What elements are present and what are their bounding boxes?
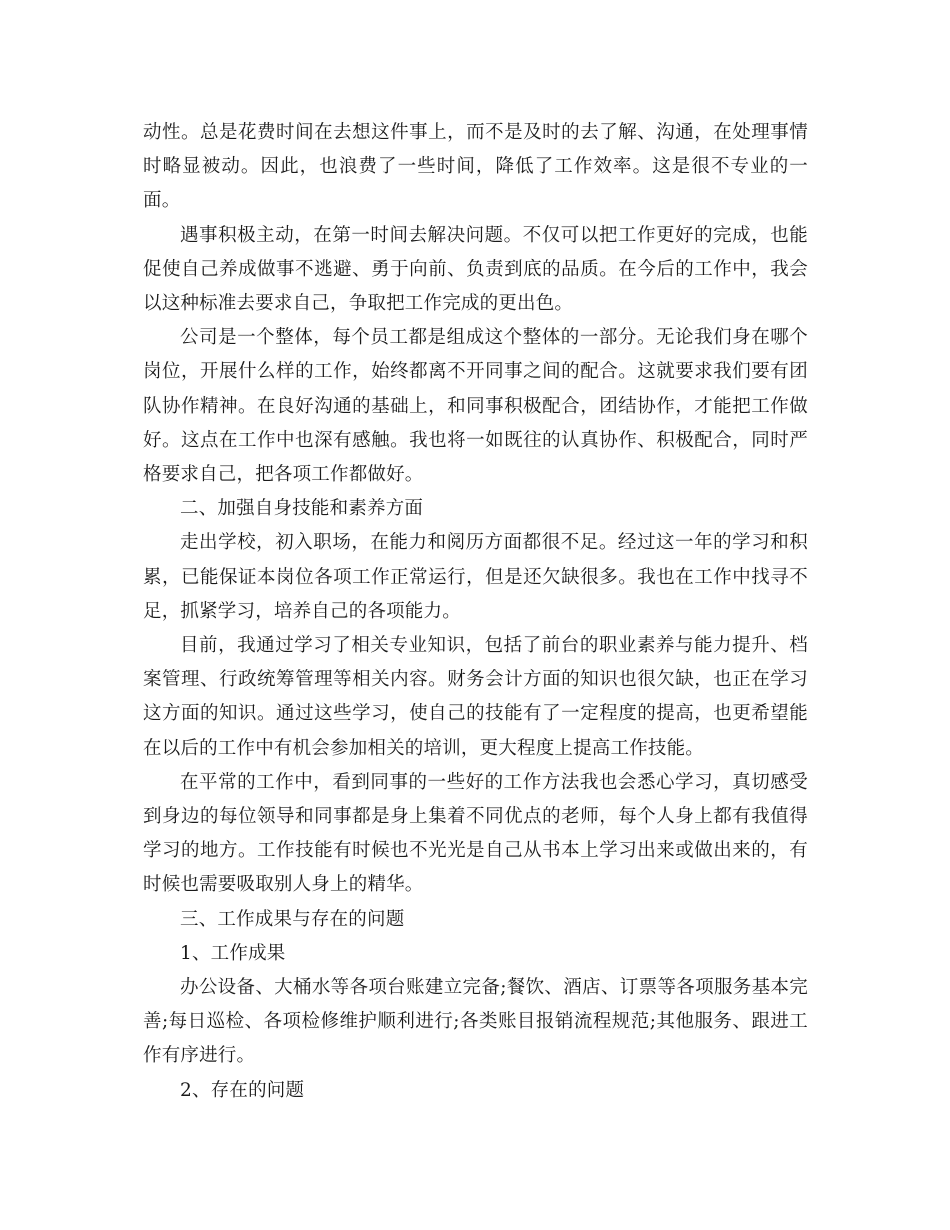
subheading-existing-problems: 2、存在的问题 — [180, 1079, 305, 1101]
section-heading-skills: 二、加强自身技能和素养方面 — [180, 498, 424, 520]
document-body — [143, 116, 808, 1108]
paragraph-leaving-school: 走出学校，初入职场，在能力和阅历方面都很不足。经过这一年的学习和积累，已能保证本岗位各项工作正常运行，但是还欠缺很多。我也在工作中找寻不足，抓紧学习，培养自己的各项能力。 — [143, 532, 808, 622]
section-heading-results-issues: 三、工作成果与存在的问题 — [180, 908, 405, 930]
paragraph-current-study: 目前，我通过学习了相关专业知识，包括了前台的职业素养与能力提升、档案管理、行政统筹管理等相关内容。财务会计方面的知识也很欠缺，也正在学习这方面的知识。通过这些学习，使自己的技能有了一定程度的提高，也更希望能在以后的工作中有机会参加相关的培训，更大程度上提高工作技能。 — [143, 635, 808, 759]
paragraph-learning-from-colleagues: 在平常的工作中，看到同事的一些好的工作方法我也会悉心学习，真切感受到身边的每位领导和同事都是身上集着不同优点的老师，每个人身上都有我值得学习的地方。工作技能有时候也不光光是自己从书本上学习出来或做出来的，有时候也需要吸取别人身上的精华。 — [143, 771, 808, 896]
paragraph-proactive: 遇事积极主动，在第一时间去解决问题。不仅可以把工作更好的完成，也能促使自己养成做事不逃避、勇于向前、负责到底的品质。在今后的工作中，我会以这种标准去要求自己，争取把工作完成的更出色。 — [143, 224, 808, 315]
paragraph-teamwork: 公司是一个整体，每个员工都是组成这个整体的一部分。无论我们身在哪个岗位，开展什么样的工作，始终都离不开同事之间的配合。这就要求我们要有团队协作精神。在良好沟通的基础上，和同事积极配合，团结协作，才能把工作做好。这点在工作中也深有感触。我也将一如既往的认真协作、积极配合，同时严格要求自己，把各项工作都做好。 — [143, 327, 808, 486]
subheading-work-results: 1、工作成果 — [180, 942, 286, 964]
paragraph-work-results: 办公设备、大桶水等各项台账建立完备;餐饮、酒店、订票等各项服务基本完善;每日巡检、各项检修维护顺利进行;各类账目报销流程规范;其他服务、跟进工作有序进行。 — [143, 977, 808, 1067]
paragraph-continuation: 动性。总是花费时间在去想这件事上，而不是及时的去了解、沟通，在处理事情时略显被动。因此，也浪费了一些时间，降低了工作效率。这是很不专业的一面。 — [143, 122, 808, 212]
